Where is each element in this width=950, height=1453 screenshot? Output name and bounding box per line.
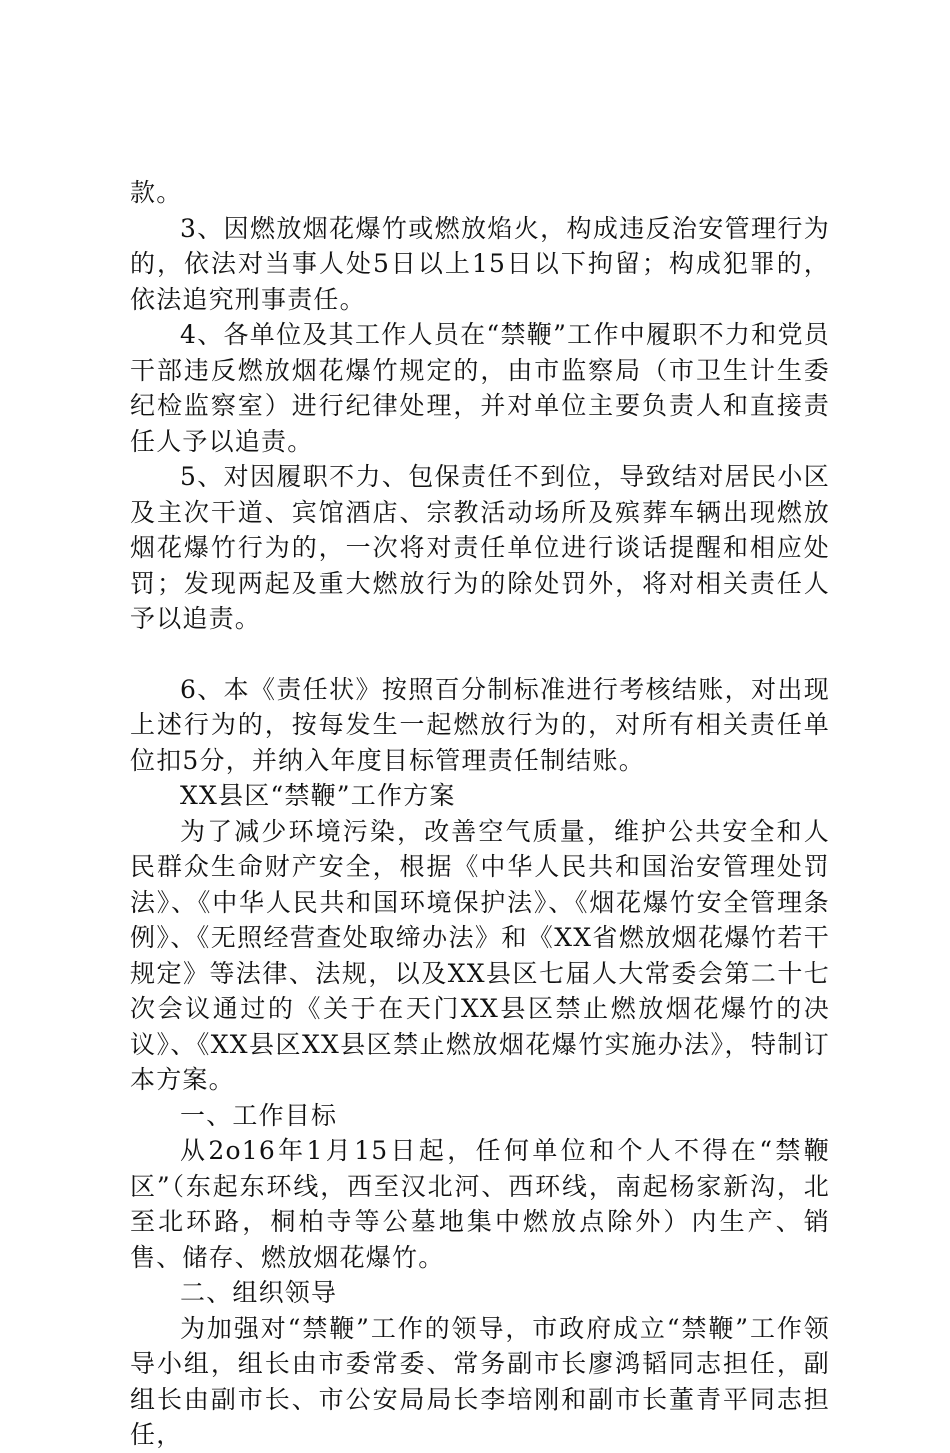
- paragraph-intro: 为了减少环境污染，改善空气质量，维护公共安全和人民群众生命财产安全，根据《中华人民共和国治安管理处罚法》、《中华人民共和国环境保护法》、《烟花爆竹安全管理条例》、《无照经营查处取缔办法》和《XX省燃放烟花爆竹若干规定》等法律、法规，以及XX县区七届人大常委会第二十七次会议通过的《关于在天门XX县区禁止燃放烟花爆竹的决议》、《XX县区XX县区禁止燃放烟花爆竹实施办法》，特制订本方案。: [130, 816, 830, 1094]
- paragraph-item-6: 6、本《责任状》按照百分制标准进行考核结账，对出现上述行为的，按每发生一起燃放行为的，对所有相关责任单位扣5分，并纳入年度目标管理责任制结账。: [130, 674, 830, 775]
- paragraph-goals: 从2o16年1月15日起，任何单位和个人不得在“禁鞭区”（东起东环线，西至汉北河、西环线，南起杨家新沟，北至北环路，桐柏寺等公墓地集中燃放点除外）内生产、销售、储存、燃放烟花爆竹。: [130, 1136, 830, 1272]
- section-heading-goals: 一、工作目标: [180, 1100, 338, 1130]
- document-body: [130, 175, 830, 1453]
- paragraph-leadership: 为加强对“禁鞭”工作的领导，市政府成立“禁鞭”工作领导小组，组长由市委常委、常务副市长廖鸿韬同志担任，副组长由副市长、市公安局局长李培刚和副市长董青平同志担任，: [130, 1313, 830, 1449]
- document-title: XX县区“禁鞭”工作方案: [180, 781, 456, 810]
- paragraph-item-4: 4、各单位及其工作人员在“禁鞭”工作中履职不力和党员干部违反燃放烟花爆竹规定的，由市监察局（市卫生计生委纪检监察室）进行纪律处理，并对单位主要负责人和直接责任人予以追责。: [130, 320, 830, 456]
- paragraph-item-5: 5、对因履职不力、包保责任不到位，导致结对居民小区及主次干道、宾馆酒店、宗教活动场所及殡葬车辆出现燃放烟花爆竹行为的，一次将对责任单位进行谈话提醒和相应处罚；发现两起及重大燃放行为的除处罚外，将对相关责任人予以追责。: [130, 462, 830, 633]
- section-heading-leadership: 二、组织领导: [180, 1278, 338, 1307]
- paragraph-continuation: 款。: [130, 178, 183, 207]
- paragraph-item-3: 3、因燃放烟花爆竹或燃放焰火，构成违反治安管理行为的，依法对当事人处5日以上15日以下拘留；构成犯罪的，依法追究刑事责任。: [130, 213, 830, 314]
